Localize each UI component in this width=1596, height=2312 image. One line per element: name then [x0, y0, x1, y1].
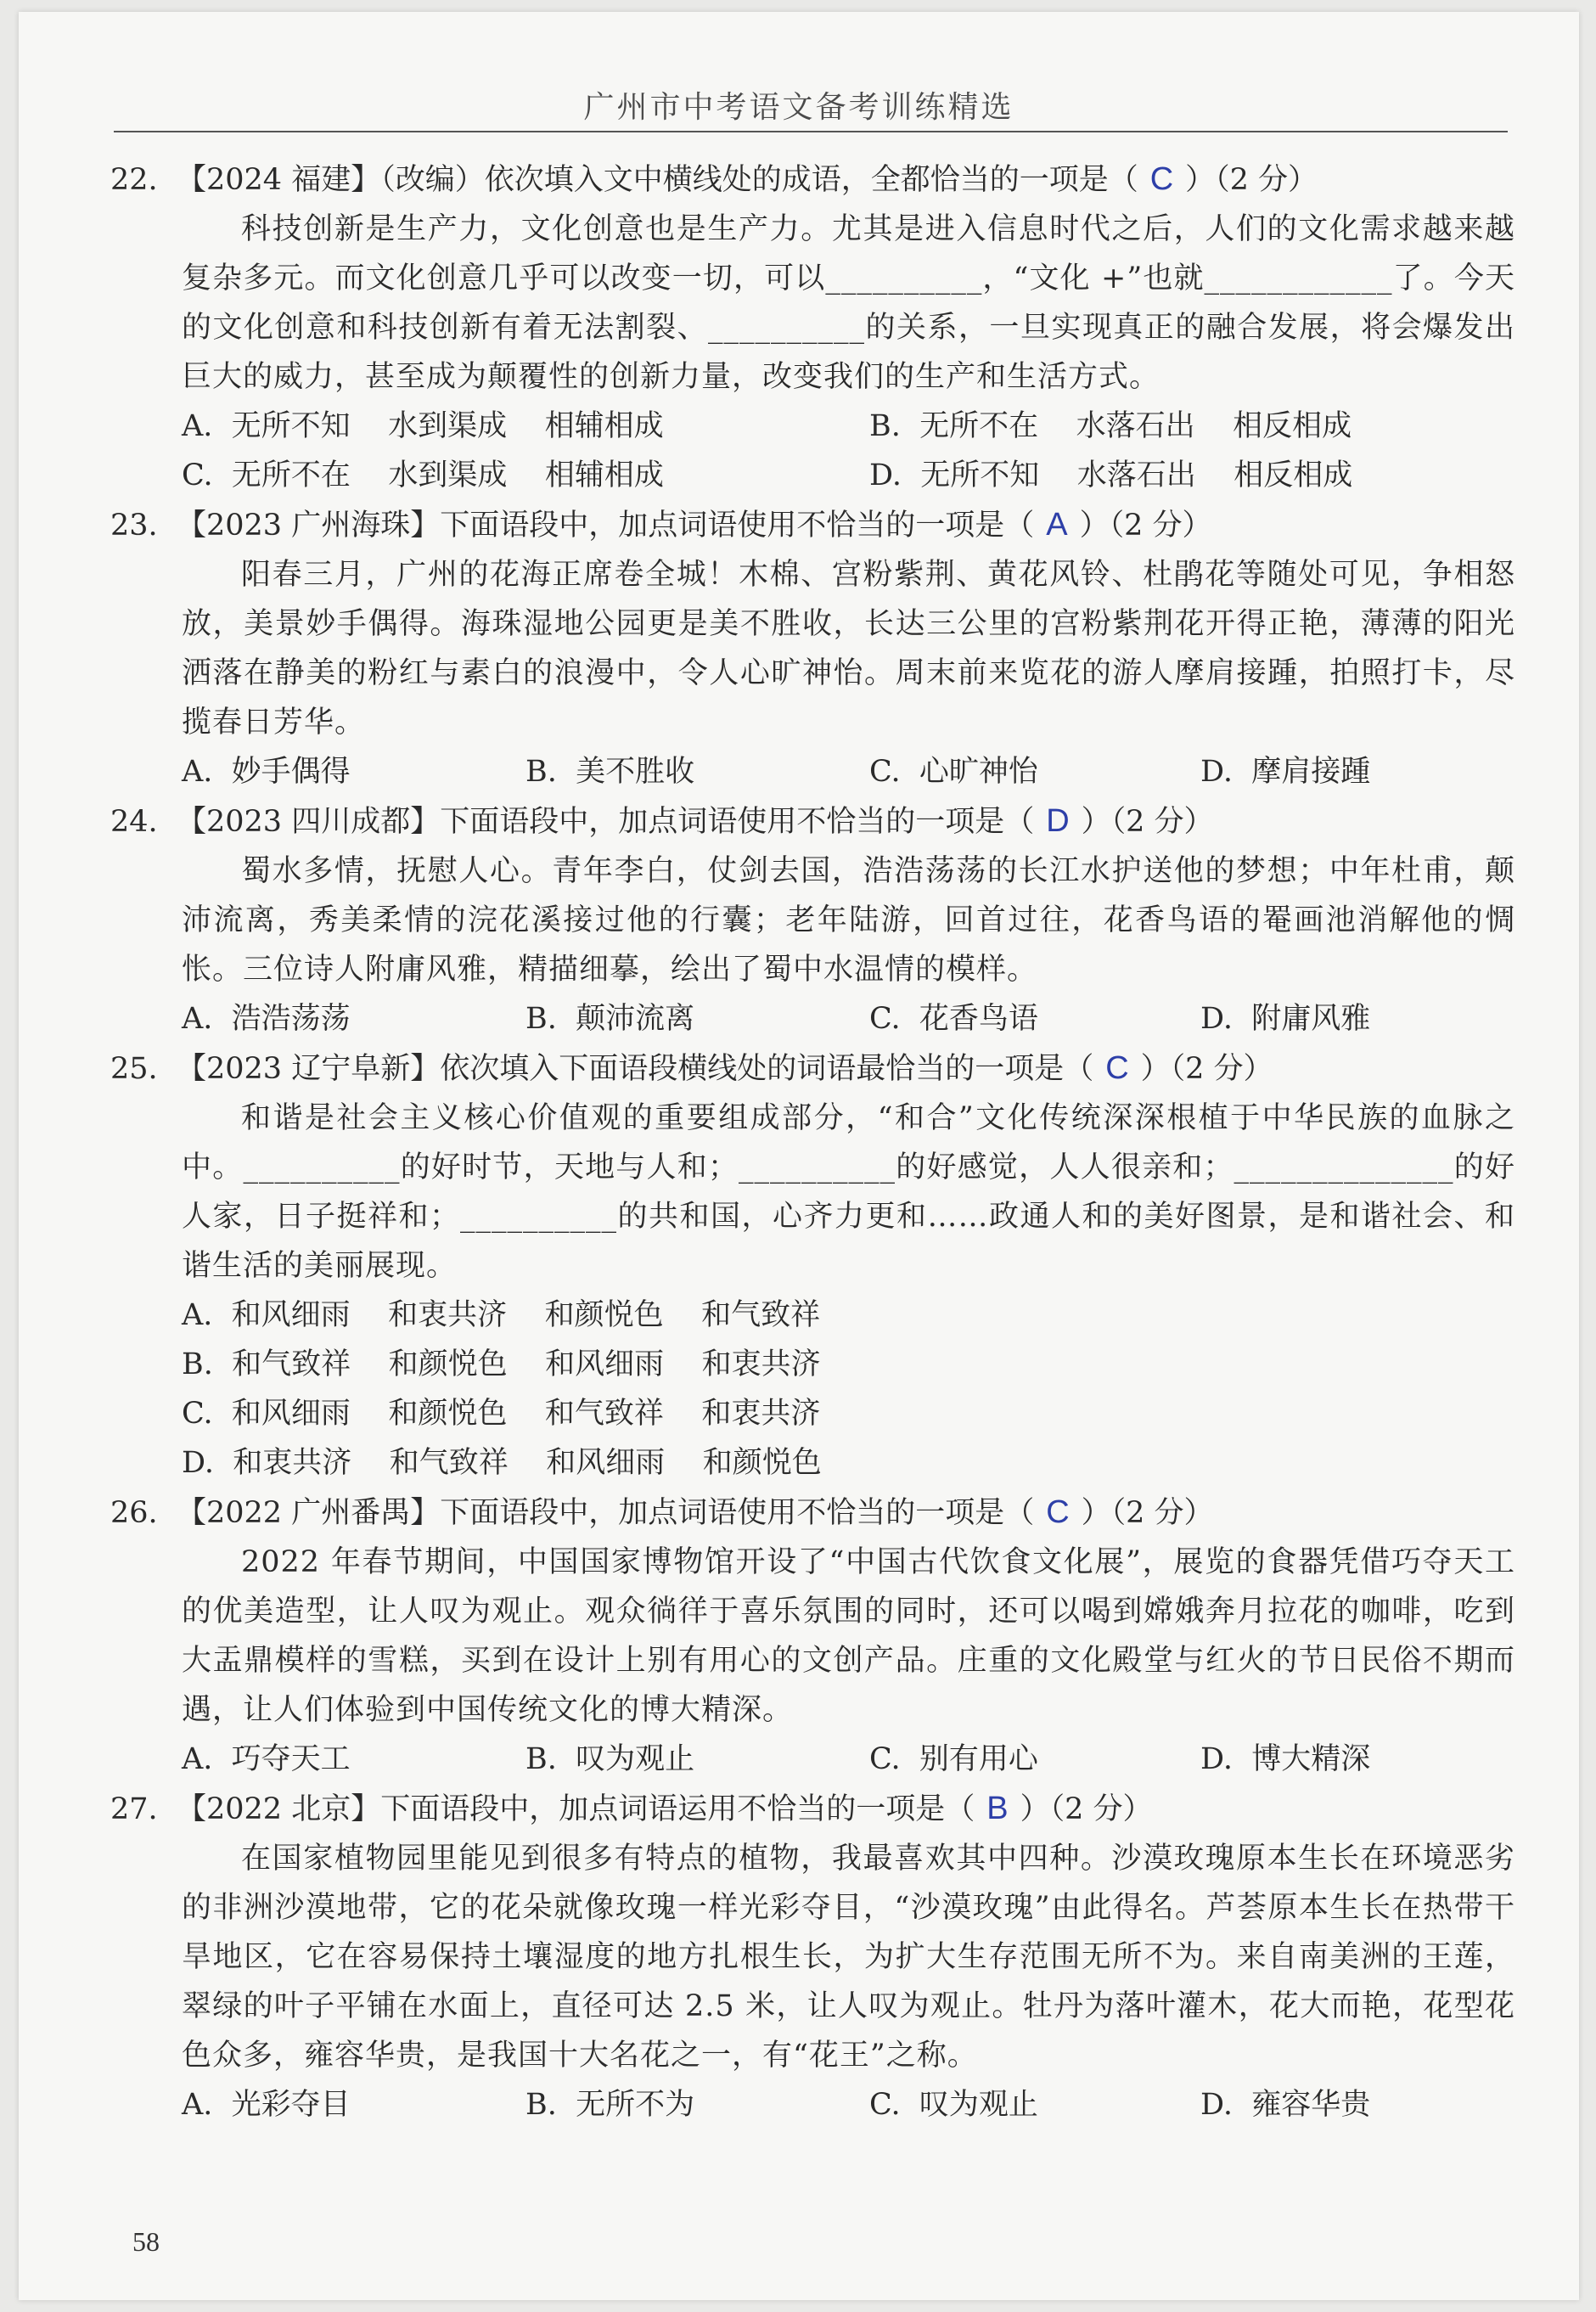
question-score: ）（2 分） — [1079, 509, 1212, 543]
handwritten-answer: B — [986, 1791, 1009, 1826]
question-score: ）（2 分） — [1020, 1792, 1153, 1826]
option-item: D. 和衷共济 和气致祥 和风细雨 和颜悦色 — [182, 1446, 822, 1480]
passage-text: 2022 年春节期间，中国国家博物馆开设了“中国古代饮食文化展”，展览的食器凭借巧夺天工的优美造型，让人叹为观止。观众徜徉于喜乐氛围的同时，还可以喝到嫦娥奔月拉花的咖啡，吃到大盂鼎模样的雪糕，买到在设计上别有用心的文创产品。庄重的文化殿堂与红火的节日民俗不期而遇，让人们体验到中国传统文化的博大精深。 — [182, 1545, 1515, 1727]
question-26 — [110, 1488, 1515, 1784]
option-item: D. 摩肩接踵 — [1200, 755, 1371, 789]
option-item: D. 雍容华贵 — [1200, 2088, 1371, 2122]
question-stem — [110, 1784, 1515, 1834]
question-stem-text: 【2022 北京】下面语段中，加点词语运用不恰当的一项是（ — [177, 1792, 975, 1826]
option-item: B. 叹为观止 — [525, 1742, 695, 1776]
option-item: C. 无所不在 水到渠成 相辅相成 — [182, 458, 664, 492]
question-stem — [110, 796, 1515, 847]
option-item: A. 和风细雨 和衷共济 和颜悦色 和气致祥 — [182, 1298, 821, 1332]
passage-text: 和谐是社会主义核心价值观的重要组成部分，“和合”文化传统深深根植于中华民族的血脉之中。__________的好时节，天地与人和；__________的好感觉，人人很亲和；______________的好人家，日子挺祥和；__________的共和国，心齐力更和……政通人和的美好图景，是和谐社会、和谐生活的美丽展现。 — [182, 1101, 1515, 1283]
handwritten-answer: C — [1046, 1494, 1070, 1530]
question-score: ）（2 分） — [1081, 1496, 1214, 1530]
question-number: 27. — [110, 1792, 158, 1826]
option-item: D. 附庸风雅 — [1200, 1002, 1371, 1036]
question-stem — [110, 155, 1515, 205]
option-item: A. 光彩夺目 — [182, 2088, 351, 2122]
question-stem-text: 【2023 辽宁阜新】依次填入下面语段横线处的词语最恰当的一项是（ — [177, 1052, 1094, 1086]
passage-text: 阳春三月，广州的花海正席卷全城！木棉、宫粉紫荆、黄花风铃、杜鹃花等随处可见，争相怒放，美景妙手偶得。海珠湿地公园更是美不胜收，长达三公里的宫粉紫荆花开得正艳，薄薄的阳光洒落在静美的粉红与素白的浪漫中，令人心旷神怡。周末前来览花的游人摩肩接踵，拍照打卡，尽揽春日芳华。 — [182, 558, 1515, 740]
answer-options — [182, 1735, 1515, 1784]
question-stem-text: 【2024 福建】（改编）依次填入文中横线处的成语，全都恰当的一项是（ — [177, 163, 1138, 197]
question-stem-text: 【2023 四川成都】下面语段中，加点词语使用不恰当的一项是（ — [177, 805, 1035, 839]
option-item: B. 无所不为 — [525, 2088, 695, 2122]
question-number: 24. — [110, 805, 158, 839]
answer-options — [182, 402, 1515, 500]
passage-text: 在国家植物园里能见到很多有特点的植物，我最喜欢其中四种。沙漠玫瑰原本生长在环境恶劣的非洲沙漠地带，它的花朵就像玫瑰一样光彩夺目，“沙漠玫瑰”由此得名。芦荟原本生长在热带干旱地区，它在容易保持土壤湿度的地方扎根生长，为扩大生存范围无所不为。来自南美洲的王莲，翠绿的叶子平铺在水面上，直径可达 2.5 米，让人叹为观止。牡丹为落叶灌木，花大而艳，花型花色众多，雍容华贵，是我国十大名花之一，有“花王”之称。 — [182, 1842, 1515, 2073]
option-item: C. 别有用心 — [869, 1742, 1038, 1776]
option-item: A. 妙手偶得 — [182, 755, 351, 789]
option-item: A. 巧夺天工 — [182, 1742, 351, 1776]
question-27 — [110, 1784, 1515, 2129]
handwritten-answer: C — [1149, 161, 1174, 197]
option-item: B. 无所不在 水落石出 相反相成 — [869, 409, 1352, 443]
passage-text: 蜀水多情，抚慰人心。青年李白，仗剑去国，浩浩荡荡的长江水护送他的梦想；中年杜甫，颠沛流离，秀美柔情的浣花溪接过他的行囊；老年陆游，回首过往，花香鸟语的罨画池消解他的惆怅。三位诗人附庸风雅，精描细摹，绘出了蜀中水温情的模样。 — [182, 854, 1515, 987]
question-24 — [110, 796, 1515, 1043]
option-item: C. 叹为观止 — [869, 2088, 1038, 2122]
option-item: C. 花香鸟语 — [869, 1002, 1038, 1036]
option-item: D. 无所不知 水落石出 相反相成 — [869, 458, 1353, 492]
option-item: A. 无所不知 水到渠成 相辅相成 — [182, 409, 664, 443]
document-page — [19, 12, 1579, 2300]
option-item: B. 颠沛流离 — [525, 1002, 695, 1036]
question-stem — [110, 1488, 1515, 1538]
option-item: C. 心旷神怡 — [869, 755, 1038, 789]
handwritten-answer: A — [1046, 507, 1068, 543]
answer-options — [182, 747, 1515, 796]
question-number: 26. — [110, 1496, 158, 1530]
option-item: C. 和风细雨 和颜悦色 和气致祥 和衷共济 — [182, 1397, 821, 1431]
question-number: 22. — [110, 163, 158, 197]
option-item: B. 和气致祥 和颜悦色 和风细雨 和衷共济 — [182, 1347, 821, 1381]
question-number: 25. — [110, 1052, 158, 1086]
option-item: D. 博大精深 — [1200, 1742, 1371, 1776]
question-22 — [110, 155, 1515, 500]
question-score: ）（2 分） — [1185, 163, 1318, 197]
page-header-title: 广州市中考语文备考训练精选 — [583, 90, 1014, 125]
question-stem-text: 【2023 广州海珠】下面语段中，加点词语使用不恰当的一项是（ — [177, 509, 1035, 543]
answer-options — [182, 1291, 1515, 1488]
answer-options — [182, 994, 1515, 1043]
handwritten-answer: C — [1105, 1050, 1129, 1086]
option-item: A. 浩浩荡荡 — [182, 1002, 351, 1036]
question-number: 23. — [110, 509, 158, 543]
question-list — [110, 155, 1515, 2129]
header-divider — [114, 131, 1508, 132]
question-score: ）（2 分） — [1140, 1052, 1273, 1086]
question-25 — [110, 1043, 1515, 1488]
page-number: 58 — [132, 2226, 160, 2257]
passage-text: 科技创新是生产力，文化创意也是生产力。尤其是进入信息时代之后，人们的文化需求越来越复杂多元。而文化创意几乎可以改变一切，可以__________，“文化 +”也就____________了。今天的文化创意和科技创新有着无法割裂、__________的关系，一旦实现真正的融合发展，将会爆发出巨大的威力，甚至成为颠覆性的创新力量，改变我们的生产和生活方式。 — [182, 212, 1515, 394]
question-score: ）（2 分） — [1081, 805, 1214, 839]
answer-options — [182, 2080, 1515, 2129]
handwritten-answer: D — [1046, 803, 1070, 839]
question-23 — [110, 500, 1515, 796]
option-item: B. 美不胜收 — [525, 755, 695, 789]
question-stem-text: 【2022 广州番禺】下面语段中，加点词语使用不恰当的一项是（ — [177, 1496, 1035, 1530]
question-stem — [110, 1043, 1515, 1094]
question-stem — [110, 500, 1515, 550]
